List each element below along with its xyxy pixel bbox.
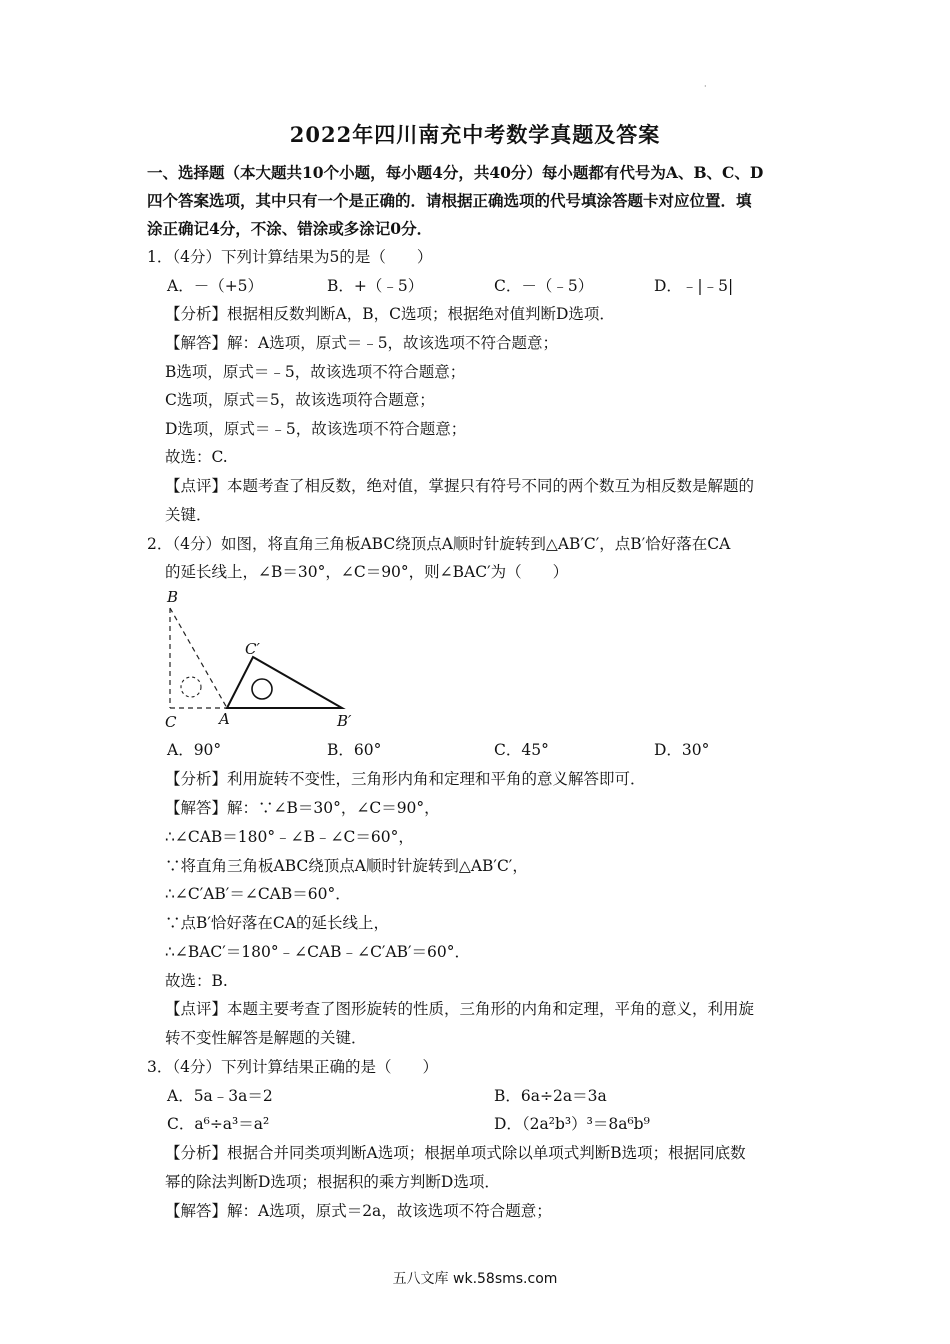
section-instructions-line2: 四个答案选项，其中只有一个是正确的．请根据正确选项的代号填涂答题卡对应位置．填 bbox=[147, 191, 752, 210]
q3-stem: 3．（4分）下列计算结果正确的是（ ） bbox=[147, 1058, 438, 1076]
q1-answer-line4: D选项，原式＝﹣5，故该选项不符合题意； bbox=[165, 420, 467, 438]
q3-option-c: C．a⁶÷a³＝a² bbox=[167, 1115, 270, 1133]
label-b: B bbox=[167, 588, 179, 606]
q1-option-a: A．－（+5） bbox=[167, 277, 264, 295]
q2-stem-line1: 2．（4分）如图，将直角三角板ABC绕顶点A顺时针旋转到△AB′C′，点B′恰好落在CA bbox=[147, 535, 731, 553]
q2-option-c: C．45° bbox=[494, 741, 549, 759]
q2-stem-line2: 的延长线上，∠B＝30°，∠C＝90°，则∠BAC′为（ ） bbox=[165, 563, 569, 581]
q1-option-d: D．﹣|﹣5| bbox=[654, 277, 734, 295]
q3-option-b: B．6a÷2a＝3a bbox=[494, 1087, 607, 1105]
q2-analysis: 【分析】利用旋转不变性，三角形内角和定理和平角的意义解答即可． bbox=[165, 770, 646, 788]
dashed-circle bbox=[181, 677, 201, 697]
q1-option-c: C．－（﹣5） bbox=[494, 277, 594, 295]
q1-comment-line2: 关键． bbox=[165, 506, 212, 524]
page-title: 2022年四川南充中考数学真题及答案 bbox=[289, 122, 661, 147]
rotation-figure bbox=[155, 585, 375, 735]
q2-choice: 故选：B. bbox=[165, 972, 228, 990]
q2-answer-line4: ∴∠C′AB′＝∠CAB＝60°． bbox=[165, 885, 351, 903]
q3-analysis-line2: 幂的除法判断D选项；根据积的乘方判断D选项． bbox=[165, 1173, 500, 1191]
q1-comment-line1: 【点评】本题考查了相反数，绝对值，掌握只有符号不同的两个数互为相反数是解题的 bbox=[165, 477, 755, 495]
rotated-triangle bbox=[227, 657, 342, 708]
q2-option-b: B．60° bbox=[327, 741, 382, 759]
q3-answer-line1: 【解答】解：A选项，原式＝2a，故该选项不符合题意； bbox=[165, 1202, 552, 1220]
q2-option-a: A．90° bbox=[167, 741, 222, 759]
solid-circle bbox=[252, 679, 272, 699]
q1-answer-line2: B选项，原式＝﹣5，故该选项不符合题意； bbox=[165, 363, 466, 381]
header-mark: · bbox=[704, 82, 707, 91]
label-c: C bbox=[165, 713, 177, 731]
q3-analysis-line1: 【分析】根据合并同类项判断A选项；根据单项式除以单项式判断B选项；根据同底数 bbox=[165, 1144, 746, 1162]
footer-watermark: 五八文库 wk.58sms.com bbox=[392, 1271, 558, 1287]
label-b-prime: B′ bbox=[337, 712, 352, 730]
q1-option-b: B．+（﹣5） bbox=[327, 277, 424, 295]
q1-answer-line3: C选项，原式＝5，故该选项符合题意； bbox=[165, 391, 435, 409]
q3-option-a: A．5a﹣3a＝2 bbox=[167, 1087, 273, 1105]
q2-answer-line1: 【解答】解：∵∠B＝30°，∠C＝90°， bbox=[165, 799, 440, 817]
q2-answer-line2: ∴∠CAB＝180°﹣∠B﹣∠C＝60°， bbox=[165, 828, 414, 846]
section-instructions-line3: 涂正确记4分，不涂、错涂或多涂记0分． bbox=[147, 219, 433, 238]
q1-analysis: 【分析】根据相反数判断A，B，C选项；根据绝对值判断D选项． bbox=[165, 305, 615, 323]
q1-choice: 故选：C. bbox=[165, 448, 228, 466]
q2-comment-line1: 【点评】本题主要考查了图形旋转的性质，三角形的内角和定理，平角的意义，利用旋 bbox=[165, 1000, 755, 1018]
q2-comment-line2: 转不变性解答是解题的关键． bbox=[165, 1029, 367, 1047]
q2-answer-line3: ∵将直角三角板ABC绕顶点A顺时针旋转到△AB′C′， bbox=[165, 857, 528, 875]
q2-answer-line5: ∵点B′恰好落在CA的延长线上， bbox=[165, 914, 389, 932]
q2-answer-line6: ∴∠BAC′＝180°﹣∠CAB﹣∠C′AB′＝60°． bbox=[165, 943, 471, 961]
q1-answer-line1: 【解答】解：A选项，原式＝﹣5，故该选项不符合题意； bbox=[165, 334, 559, 352]
q1-stem: 1．（4分）下列计算结果为5的是（ ） bbox=[147, 248, 433, 266]
label-a: A bbox=[219, 710, 230, 728]
q3-option-d: D．（2a²b³）³＝8a⁶b⁹ bbox=[494, 1115, 650, 1133]
label-c-prime: C′ bbox=[245, 640, 260, 658]
q2-option-d: D．30° bbox=[654, 741, 710, 759]
section-instructions-line1: 一、选择题（本大题共10个小题，每小题4分，共40分）每小题都有代号为A、B、C、D bbox=[147, 163, 764, 182]
